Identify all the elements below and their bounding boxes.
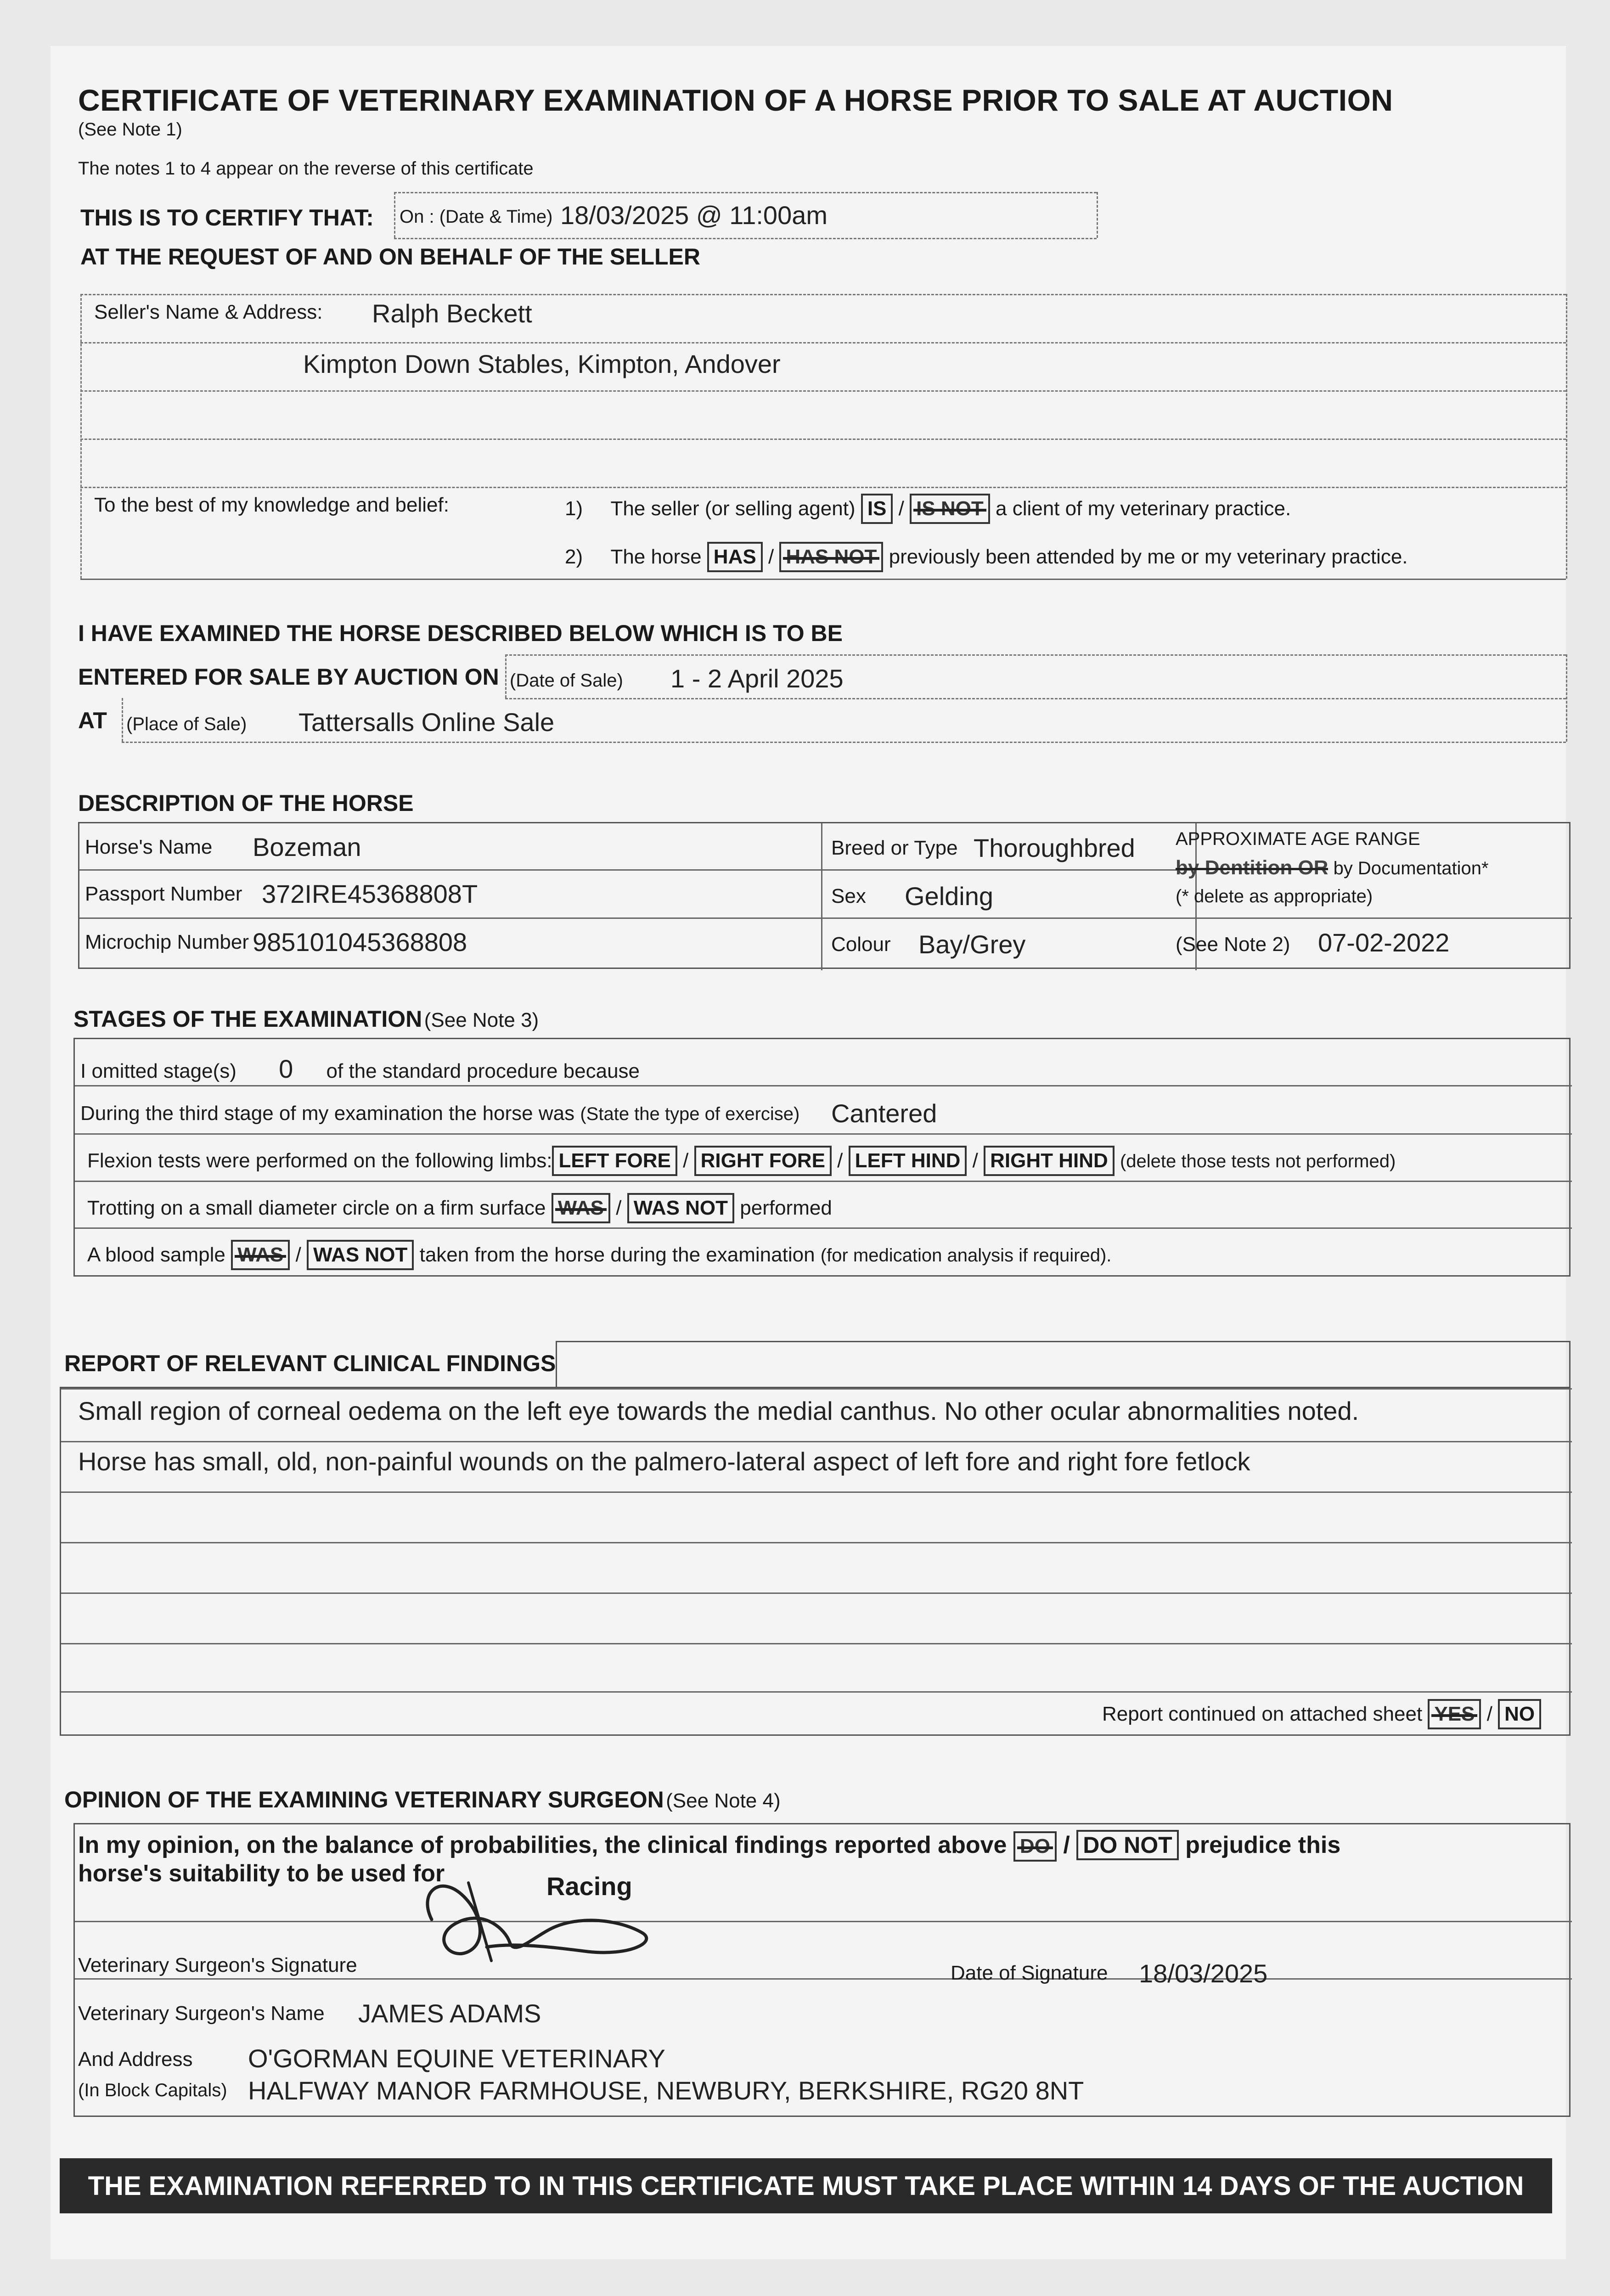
trotting-row: Trotting on a small diameter circle on a firm surface WAS / WAS NOT performed [87,1193,832,1223]
report-continued: Report continued on attached sheet YES / NO [1102,1699,1541,1729]
place-of-sale: Tattersalls Online Sale [298,708,555,737]
description-heading: DESCRIPTION OF THE HORSE [78,790,414,816]
certify-label: THIS IS TO CERTIFY THAT: [80,205,374,231]
address-label: And Address [78,2048,193,2071]
report-heading-box [556,1341,1571,1387]
opinion-line-2: horse's suitability to be used for [78,1860,445,1887]
vet-address-line-2: HALFWAY MANOR FARMHOUSE, NEWBURY, BERKSHIRE, RG20 8NT [248,2076,1084,2105]
knowledge-item-2: 2) The horse HAS / HAS NOT previously been attended by me or my veterinary practice. [565,542,1408,572]
limb-right-fore: RIGHT FORE [694,1146,832,1176]
breed-value: Thoroughbred [974,833,1135,862]
date-of-sale-label: (Date of Sale) [510,670,623,691]
age-delete-note: (* delete as appropriate) [1176,886,1373,906]
horse-name: Bozeman [253,833,361,861]
has-option: HAS [707,542,763,572]
age-value: 07-02-2022 [1318,928,1450,957]
finding-line-2: Horse has small, old, non-painful wounds on the palmero-lateral aspect of left fore and right fore fetlock [78,1447,1250,1476]
blood-sample-row: A blood sample WAS / WAS NOT taken from the horse during the examination (for medication analysis if required). [87,1240,1111,1270]
trotting-was-struck: WAS [552,1193,610,1223]
seller-name: Ralph Beckett [372,299,532,328]
sex-label: Sex [831,885,866,907]
colour-value: Bay/Grey [918,930,1026,959]
footer-banner: THE EXAMINATION REFERRED TO IN THIS CERTIFICATE MUST TAKE PLACE WITHIN 14 DAYS OF THE AUCTION [60,2158,1552,2213]
signature-label: Veterinary Surgeon's Signature [78,1954,357,1976]
stages-heading: STAGES OF THE EXAMINATION (See Note 3) [73,1006,539,1032]
continued-yes-struck: YES [1428,1699,1481,1729]
seller-address: Kimpton Down Stables, Kimpton, Andover [303,349,781,378]
finding-line-1: Small region of corneal oedema on the left eye towards the medial canthus. No other ocular abnormalities noted. [78,1396,1359,1425]
is-not-option-struck: IS NOT [910,494,990,524]
is-option: IS [861,494,893,524]
breed-label: Breed or Type [831,837,958,859]
opinion-do-not: DO NOT [1076,1830,1178,1860]
knowledge-item-1: 1) The seller (or selling agent) IS / IS NOT a client of my veterinary practice. [565,494,1291,524]
certificate-page [51,46,1566,2259]
date-of-sale: 1 - 2 April 2025 [670,664,844,693]
vet-address-line-1: O'GORMAN EQUINE VETERINARY [248,2044,665,2073]
third-stage-exercise: Cantered [831,1099,937,1128]
block-capitals-label: (In Block Capitals) [78,2080,227,2100]
passport-label: Passport Number [85,883,242,905]
vet-name: JAMES ADAMS [358,1999,541,2028]
age-dentition-struck: by Dentition OR [1176,856,1329,879]
report-box [60,1387,1571,1736]
opinion-heading: OPINION OF THE EXAMINING VETERINARY SURGEON (See Note 4) [64,1787,781,1812]
limb-left-hind: LEFT HIND [849,1146,967,1176]
limb-right-hind: RIGHT HIND [984,1146,1115,1176]
entered-label: ENTERED FOR SALE BY AUCTION ON [78,664,499,690]
age-heading: APPROXIMATE AGE RANGE [1176,829,1420,849]
continued-no: NO [1498,1699,1541,1729]
exam-datetime: 18/03/2025 @ 11:00am [560,201,828,230]
seller-label: Seller's Name & Address: [94,301,323,323]
opinion-statement: In my opinion, on the balance of probabilities, the clinical findings reported above DO / DO NOT prejudice this [78,1830,1340,1862]
date-of-signature: 18/03/2025 [1139,1959,1268,1988]
colour-label: Colour [831,933,891,956]
request-heading: AT THE REQUEST OF AND ON BEHALF OF THE SELLER [80,244,700,270]
third-stage: During the third stage of my examination the horse was (State the type of exercise) [80,1102,800,1125]
microchip-number: 985101045368808 [253,928,467,957]
age-note: (See Note 2) [1176,933,1290,956]
place-of-sale-label: (Place of Sale) [126,714,247,734]
sex-value: Gelding [905,882,994,911]
on-date-label: On : (Date & Time) [400,207,553,227]
knowledge-label: To the best of my knowledge and belief: [94,494,449,516]
vet-name-label: Veterinary Surgeon's Name [78,2002,325,2025]
passport-number: 372IRE45368808T [262,879,478,908]
opinion-do-struck: DO [1013,1831,1057,1862]
examined-heading: I HAVE EXAMINED THE HORSE DESCRIBED BELOW WHICH IS TO BE [78,620,843,646]
report-heading: REPORT OF RELEVANT CLINICAL FINDINGS [64,1351,556,1376]
see-note-1: (See Note 1) [78,119,182,140]
horse-name-label: Horse's Name [85,836,213,858]
trotting-was-not: WAS NOT [627,1193,734,1223]
at-label: AT [78,708,107,733]
notes-line: The notes 1 to 4 appear on the reverse of this certificate [78,158,534,179]
omitted-stages: I omitted stage(s) 0 of the standard procedure because [80,1054,640,1083]
has-not-option-struck: HAS NOT [779,542,883,572]
page-title: CERTIFICATE OF VETERINARY EXAMINATION OF A HORSE PRIOR TO SALE AT AUCTION [78,83,1393,117]
signature-image [413,1864,670,1984]
intended-use: Racing [546,1872,632,1901]
microchip-label: Microchip Number [85,931,249,953]
date-of-signature-label: Date of Signature [951,1962,1108,1984]
blood-was-not: WAS NOT [307,1240,414,1270]
limb-left-fore: LEFT FORE [552,1146,677,1176]
age-method: by Dentition OR by Documentation* [1176,856,1489,879]
flexion-tests: Flexion tests were performed on the following limbs: LEFT FORE / RIGHT FORE / LEFT HIND / RIGHT HIND (delete those tests not performed) [87,1146,1396,1176]
omitted-stages-value: 0 [279,1054,293,1083]
blood-was-struck: WAS [231,1240,290,1270]
